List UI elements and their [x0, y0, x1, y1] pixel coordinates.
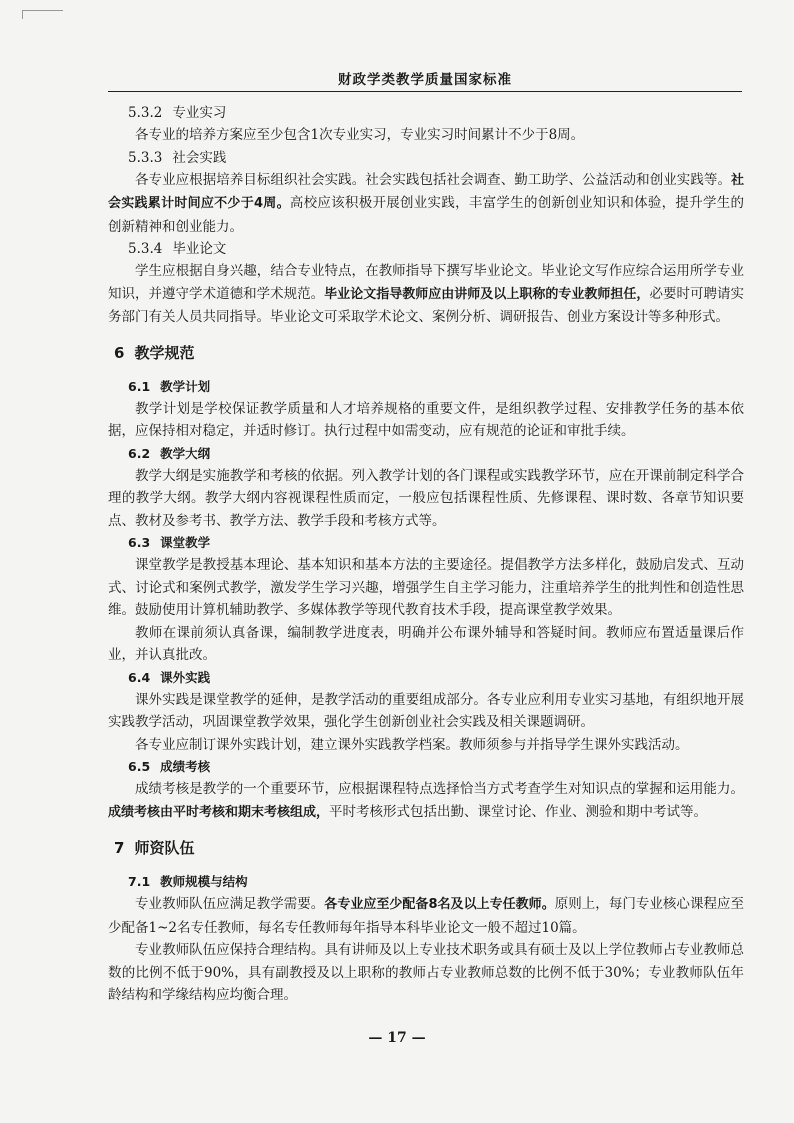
paragraph-text: 学生应根据自身兴趣，结合专业特点，在教师指导下撰写毕业论文。毕业论文写作应综合运用所学专业知识，并遵守学术道德和学术规范。 — [108, 263, 744, 302]
subsection-6-4-heading — [128, 667, 744, 689]
section-title: 师资队伍 — [134, 839, 195, 857]
section-number: 6.1 — [128, 378, 151, 394]
paragraph-text: 原则上，每门专业核心课程应至少配备1~2名专任教师，每名专任教师每年指导本科毕业论文一般不超过10篇。 — [108, 896, 745, 936]
header-rule — [108, 91, 742, 92]
section-number: 7.1 — [128, 874, 151, 889]
paragraph: 教学计划是学校保证教学质量和人才培养规格的重要文件，是组织教学过程、安排教学任务的基本依据，应保持相对稳定，并适时修订。执行过程中如需变动，应有规范的论证和审批手续。 — [108, 400, 744, 439]
paragraph — [108, 260, 744, 329]
paragraph-text: 必要时可聘请实务部门有关人员共同指导。毕业论文可采取学术论文、案例分析、调研报告、创业方案设计等多种形式。 — [108, 285, 744, 325]
subsection-6-2-heading — [128, 443, 744, 465]
section-title: 毕业论文 — [172, 241, 227, 257]
paragraph — [108, 124, 744, 147]
section-title: 课外实践 — [160, 669, 211, 685]
section-7-heading — [114, 837, 744, 859]
paragraph-text: 高校应该积极开展创业实践，丰富学生的创新创业知识和体验，提升学生的创新精神和创业能力。 — [108, 195, 745, 235]
page-number: — 17 — — [368, 1030, 426, 1046]
emphasis-text: 各专业应至少配备8名及以上专任教师。 — [324, 897, 555, 912]
paragraph: 各专业应制订课外实践计划，建立课外实践教学档案。教师须参与并指导学生课外实践活动。 — [135, 736, 689, 753]
section-number: 5.3.4 — [128, 241, 163, 257]
section-number: 6.3 — [128, 535, 151, 550]
paragraph-text: 专业教师队伍应满足教学需要。 — [135, 896, 325, 912]
section-title: 教学计划 — [160, 378, 211, 394]
subsection-5-3-2-heading — [128, 102, 744, 124]
emphasis-text: 毕业论文指导教师应由讲师及以上职称的专业教师担任， — [324, 286, 650, 302]
section-number: 5.3.3 — [128, 149, 163, 166]
paragraph: 教学大纲是实施教学和考核的依据。列入教学计划的各门课程或实践教学环节，应在开课前制定科学合理的教学大纲。教学大纲内容视课程性质而定，一般应包括课程性质、先修课程、课时数、各章节知识要点、教材及参考书、教学方法、教学手段和考核方式等。 — [108, 467, 744, 529]
section-number: 7 — [114, 839, 125, 857]
scan-corner-mark — [22, 10, 63, 19]
section-number: 6.4 — [128, 669, 151, 685]
paragraph: 教师在课前须认真备课，编制教学进度表，明确并公布课外辅导和答疑时间。教师应布置适量课后作业，并认真批改。 — [108, 624, 744, 663]
paragraph-text: 平时考核形式包括出勤、课堂讨论、作业、测验和期中考试等。 — [329, 803, 708, 820]
running-header: 财政学类教学质量国家标准 — [338, 72, 512, 88]
subsection-5-3-4-heading — [128, 238, 744, 260]
paragraph: 课堂教学是教授基本理论、基本知识和基本方法的主要途径。提倡教学方法多样化，鼓励启发式、互动式、讨论式和案例式教学，激发学生学习兴趣，增强学生自主学习能力，注重培养学生的批判性和创造性思维。鼓励使用计算机辅助教学、多媒体教学等现代教育技术手段，提高课堂教学效果。 — [108, 557, 744, 618]
paragraph: 专业教师队伍应保持合理结构。具有讲师及以上专业技术职务或具有硕士及以上学位教师占专业教师总数的比例不低于90%，具有副教授及以上职称的教师占专业教师总数的比例不低于30%；专业教师队伍年龄结构和学缘结构应均衡合理。 — [108, 942, 744, 1003]
section-title: 社会实践 — [172, 149, 227, 166]
emphasis-text: 成绩考核由平时考核和期末考核组成， — [108, 804, 330, 820]
section-number: 6.2 — [128, 445, 151, 461]
section-number: 5.3.2 — [128, 105, 163, 121]
emphasis-text: 社会实践累计时间应不少于4周。 — [108, 172, 744, 211]
subsection-7-1-heading — [128, 871, 744, 893]
paragraph — [108, 169, 744, 239]
section-title: 成绩考核 — [160, 759, 211, 774]
section-title: 课堂教学 — [160, 535, 211, 550]
paragraph-text: 各专业应根据培养目标组织社会实践。社会实践包括社会调查、勤工助学、公益活动和创业实践等。 — [135, 171, 731, 188]
subsection-5-3-3-heading — [128, 147, 744, 169]
paragraph-text: 成绩考核是教学的一个重要环节，应根据课程特点选择恰当方式考查学生对知识点的掌握和运用能力。 — [135, 781, 744, 797]
section-title: 教师规模与结构 — [160, 874, 248, 889]
section-title: 教学大纲 — [160, 445, 211, 461]
page-body — [108, 102, 744, 1007]
subsection-6-1-heading — [128, 376, 744, 398]
section-title: 专业实习 — [172, 105, 227, 121]
subsection-6-3-heading — [128, 532, 744, 554]
subsection-6-5-heading — [128, 756, 744, 778]
section-title: 教学规范 — [134, 343, 195, 362]
section-6-heading — [114, 342, 744, 364]
section-number: 6.5 — [128, 759, 151, 774]
section-number: 6 — [114, 343, 125, 362]
paragraph: 课外实践是课堂教学的延伸，是教学活动的重要组成部分。各专业应利用专业实习基地，有组织地开展实践教学活动，巩固课堂教学效果，强化学生创新创业社会实践及相关课题调研。 — [108, 691, 744, 730]
paragraph — [108, 893, 744, 939]
paragraph — [108, 778, 744, 824]
paragraph-text: 各专业的培养方案应至少包含1次专业实习，专业实习时间累计不少于8周。 — [135, 127, 585, 143]
